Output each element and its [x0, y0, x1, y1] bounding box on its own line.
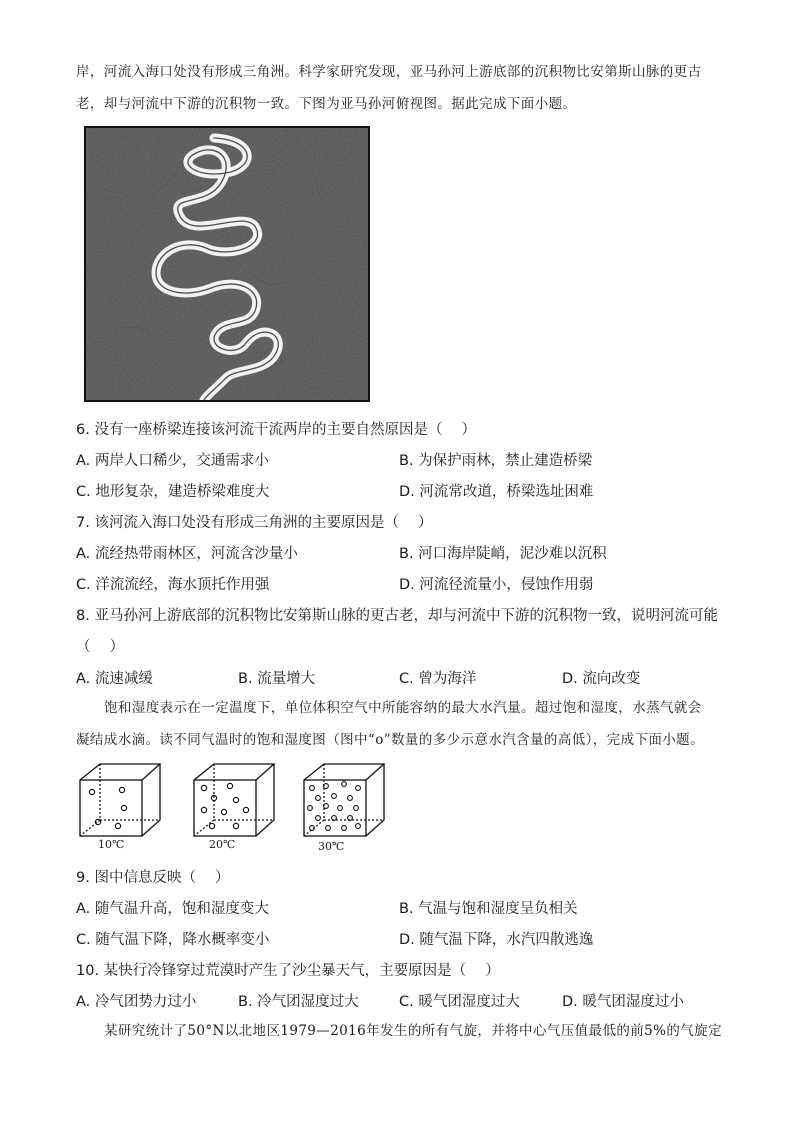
question-8-stem: 8. 亚马孙河上游底部的沉积物比安第斯山脉的更古老，却与河流中下游的沉积物一致，说明河流可能 [76, 608, 718, 624]
cube-20c-label: 20℃ [209, 838, 236, 851]
question-6-stem: 6. 没有一座桥梁连接该河流干流两岸的主要自然原因是（ ） [76, 422, 477, 438]
question-8-option-d: D. 流向改变 [562, 671, 641, 687]
question-7-option-c: C. 洋流流经，海水顶托作用强 [76, 577, 270, 593]
question-7-option-b: B. 河口海岸陡峭，泥沙难以沉积 [399, 546, 607, 562]
question-6-option-b: B. 为保护雨林，禁止建造桥梁 [399, 453, 593, 469]
question-9-option-a: A. 随气温升高，饱和湿度变大 [76, 901, 269, 917]
cube-30c-label: 30℃ [318, 840, 345, 853]
question-7-option-d: D. 河流径流量小，侵蚀作用弱 [399, 577, 594, 593]
intro-1-line-2: 老，却与河流中下游的沉积物一致。下图为亚马孙河俯视图。据此完成下面小题。 [76, 96, 577, 112]
question-7-option-a: A. 流经热带雨林区，河流含沙量小 [76, 546, 298, 562]
question-6-option-c: C. 地形复杂，建造桥梁难度大 [76, 484, 270, 500]
question-10-option-a: A. 冷气团势力过小 [76, 994, 197, 1010]
question-9-option-b: B. 气温与饱和湿度呈负相关 [399, 901, 578, 917]
question-10-option-b: B. 冷气团湿度过大 [238, 994, 359, 1010]
question-6-option-d: D. 河流常改道，桥梁选址困难 [399, 484, 594, 500]
cube-30c-diagram [300, 760, 390, 840]
intro-paragraph-2 [76, 692, 726, 756]
intro-3-line-1: 某研究统计了50°N以北地区1979—2016年发生的所有气旋，并将中心气压值最低的前5%的气旋定 [104, 1023, 722, 1039]
question-9-option-c: C. 随气温下降，降水概率变小 [76, 932, 270, 948]
amazon-river-aerial-photo [84, 126, 370, 402]
question-9-option-d: D. 随气温下降，水汽四散逃逸 [399, 932, 594, 948]
question-7-stem: 7. 该河流入海口处没有形成三角洲的主要原因是（ ） [76, 515, 433, 531]
intro-1-line-1: 岸，河流入海口处没有形成三角洲。科学家研究发现，亚马孙河上游底部的沉积物比安第斯山脉的更古 [76, 64, 702, 80]
question-10-option-d: D. 暖气团湿度过小 [562, 994, 684, 1010]
question-9-stem: 9. 图中信息反映（ ） [76, 870, 230, 886]
cube-10c-label: 10℃ [98, 838, 125, 851]
intro-paragraph-1 [76, 56, 726, 120]
cube-20c-diagram [190, 760, 280, 840]
cube-10c-diagram [76, 760, 166, 840]
question-10-stem: 10. 某快行冷锋穿过荒漠时产生了沙尘暴天气，主要原因是（ ） [76, 963, 500, 979]
intro-2-line-1: 饱和湿度表示在一定温度下，单位体积空气中所能容纳的最大水汽量。超过饱和湿度，水蒸气就会 [104, 700, 702, 716]
question-6-option-a: A. 两岸人口稀少，交通需求小 [76, 453, 269, 469]
question-8-stem-continued: （ ） [76, 639, 125, 655]
intro-2-line-2: 凝结成水滴。读不同气温时的饱和湿度图（图中“o”数量的多少示意水汽含量的高低），完成下面小题。 [76, 732, 704, 748]
question-8-option-a: A. 流速减缓 [76, 671, 153, 687]
question-8-option-b: B. 流量增大 [238, 671, 316, 687]
intro-paragraph-3 [76, 1015, 726, 1047]
question-10-option-c: C. 暖气团湿度过大 [399, 994, 520, 1010]
question-8-option-c: C. 曾为海洋 [399, 671, 477, 687]
